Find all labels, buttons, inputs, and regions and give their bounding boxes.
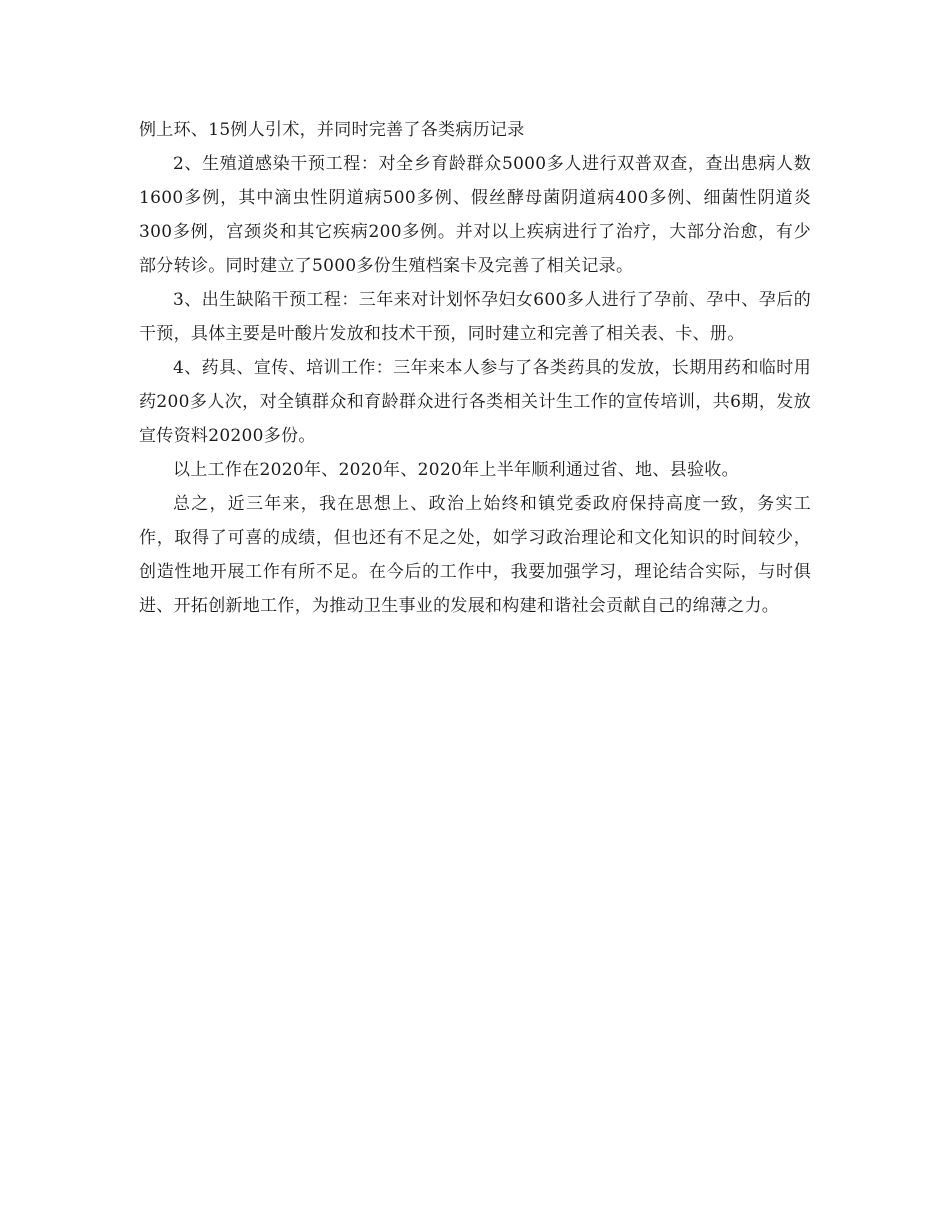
paragraph-continuation: 例上环、15例人引术，并同时完善了各类病历记录 [139,120,525,140]
paragraph-medicine-publicity-training: 4、药具、宣传、培训工作：三年来本人参与了各类药具的发放，长期用药和临时用药200多人次，对全镇群众和育龄群众进行各类相关计生工作的宣传培训，共6期，发放宣传资料20200多份。 [139,358,811,446]
paragraph-conclusion: 总之，近三年来，我在思想上、政治上始终和镇党委政府保持高度一致，务实工作，取得了可喜的成绩，但也还有不足之处，如学习政治理论和文化知识的时间较少，创造性地开展工作有所不足。在今后的工作中，我要加强学习，理论结合实际，与时俱进、开拓创新地工作，为推动卫生事业的发展和构建和谐社会贡献自己的绵薄之力。 [139,494,811,616]
paragraph-acceptance: 以上工作在2020年、2020年、2020年上半年顺利通过省、地、县验收。 [173,460,739,480]
document-body [139,113,811,623]
paragraph-birth-defect-intervention: 3、出生缺陷干预工程：三年来对计划怀孕妇女600多人进行了孕前、孕中、孕后的干预，具体主要是叶酸片发放和技术干预，同时建立和完善了相关表、卡、册。 [139,290,811,344]
paragraph-reproductive-tract-infection: 2、生殖道感染干预工程：对全乡育龄群众5000多人进行双普双查，查出患病人数1600多例，其中滴虫性阴道病500多例、假丝酵母菌阴道病400多例、细菌性阴道炎300多例，宫颈炎和其它疾病200多例。并对以上疾病进行了治疗，大部分治愈，有少部分转诊。同时建立了5000多份生殖档案卡及完善了相关记录。 [139,154,811,276]
